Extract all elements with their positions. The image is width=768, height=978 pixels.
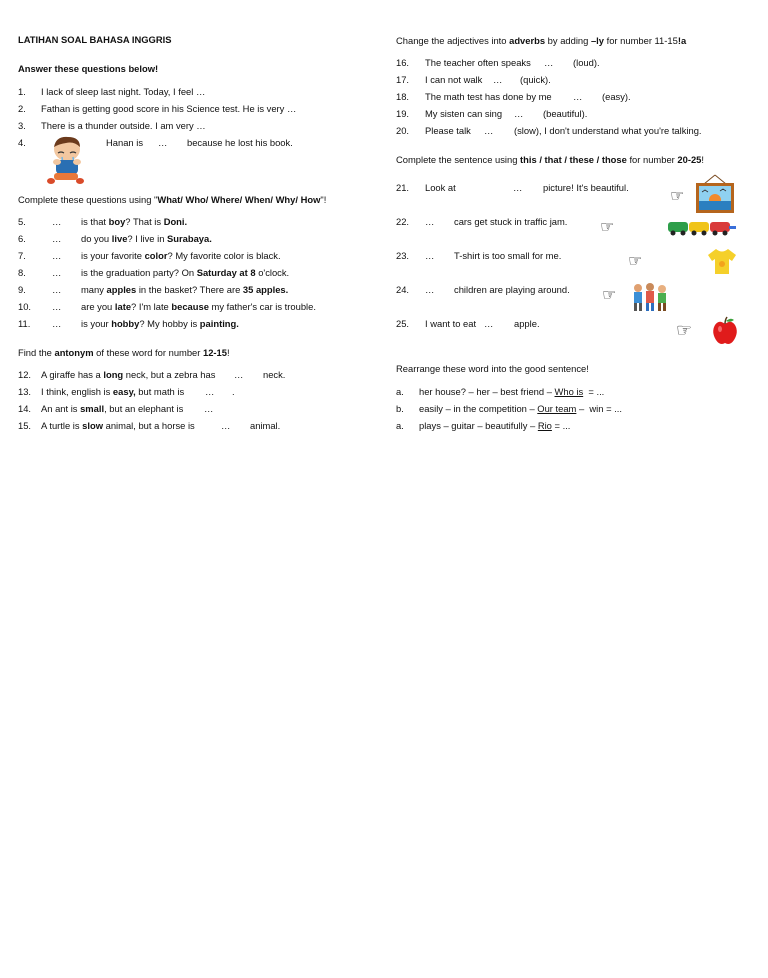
question-text: is the graduation party? On Saturday at 8 o'clock. [81, 267, 290, 278]
question-number: 12. [18, 369, 32, 380]
pointing-hand-icon: ☞ [600, 217, 615, 236]
apple-icon [711, 316, 739, 346]
answer-blank: … [484, 125, 494, 136]
question-number: 5. [18, 216, 26, 227]
question-text: Please talk [425, 125, 471, 136]
question-number: 1. [18, 86, 26, 97]
answer-blank: … [513, 182, 523, 193]
question-number: 21. [396, 182, 410, 193]
tshirt-icon [706, 247, 738, 275]
answer-blank: … [514, 108, 524, 119]
question-1 [18, 86, 206, 98]
heading-text-bold: What/ Who/ Where/ When/ Why/ How [157, 194, 321, 205]
answer-blank: … [52, 250, 62, 261]
hint-text: (quick). [520, 74, 551, 85]
question-14 [18, 403, 214, 415]
question-number: 16. [396, 57, 410, 68]
answer-blank: … [205, 386, 215, 397]
cars-icon [667, 219, 737, 237]
question-number: 4. [18, 137, 26, 148]
answer-blank: … [52, 233, 62, 244]
question-8 [18, 267, 290, 279]
question-5 [18, 216, 188, 228]
section-1-heading: Answer these questions below! [18, 63, 159, 74]
question-7 [18, 250, 281, 262]
pointing-hand-icon: ☞ [628, 251, 643, 270]
answer-blank: … [221, 420, 231, 431]
question-text: neck. [263, 369, 286, 380]
answer-blank: … [52, 284, 62, 295]
question-12 [18, 369, 286, 381]
answer-blank: … [52, 267, 62, 278]
question-23 [396, 250, 562, 262]
rearrange-item-b [396, 403, 622, 415]
question-number: 23. [396, 250, 410, 261]
item-letter: b. [396, 403, 404, 414]
question-number: 6. [18, 233, 26, 244]
item-text: her house? – her – best friend – Who is = ... [419, 386, 605, 397]
answer-blank: … [204, 403, 214, 414]
question-text: because he lost his book. [187, 137, 293, 148]
question-13 [18, 386, 235, 398]
question-number: 13. [18, 386, 32, 397]
question-number: 15. [18, 420, 32, 431]
question-19 [396, 108, 588, 120]
question-text: cars get stuck in traffic jam. [454, 216, 568, 227]
question-number: 18. [396, 91, 410, 102]
answer-blank: … [573, 91, 583, 102]
question-17 [396, 74, 551, 86]
question-3 [18, 120, 206, 132]
question-24 [396, 284, 570, 296]
question-text: My sisten can sing [425, 108, 503, 119]
hint-text: (slow), I don't understand what you're talking. [514, 125, 702, 136]
question-text: animal. [250, 420, 281, 431]
answer-blank: … [484, 318, 494, 329]
rearrange-item-c [396, 420, 571, 432]
question-18 [396, 91, 631, 103]
question-text: A turtle is slow animal, but a horse is [41, 420, 195, 431]
answer-blank: … [158, 137, 168, 148]
question-number: 8. [18, 267, 26, 278]
hint-text: (easy). [602, 91, 631, 102]
question-21 [396, 182, 629, 194]
section-2-heading [18, 194, 326, 206]
item-text: easily – in the competition – Our team – win = ... [419, 403, 622, 414]
question-16 [396, 57, 600, 69]
question-text: is your hobby? My hobby is painting. [81, 318, 239, 329]
rearrange-item-a [396, 386, 605, 398]
question-text: I think, english is easy, but math is [41, 386, 185, 397]
item-text: plays – guitar – beautifully – Rio = ... [419, 420, 571, 431]
question-text: I want to eat [425, 318, 477, 329]
question-text: An ant is small, but an elephant is [41, 403, 184, 414]
question-text: The math test has done by me [425, 91, 552, 102]
crying-boy-icon [44, 135, 90, 187]
pointing-hand-icon: ☞ [670, 186, 685, 205]
question-number: 14. [18, 403, 32, 414]
section-4-heading: Change the adjectives into adverbs by adding –ly for number 11-15!a [396, 35, 687, 46]
question-9 [18, 284, 289, 296]
question-number: 2. [18, 103, 26, 114]
hint-text: (loud). [573, 57, 600, 68]
answer-blank: … [425, 216, 435, 227]
question-number: 17. [396, 74, 410, 85]
question-6 [18, 233, 212, 245]
pointing-hand-icon: ☞ [602, 285, 617, 304]
question-text: Fathan is getting good score in his Science test. He is very … [41, 103, 297, 114]
question-4 [18, 137, 293, 149]
children-icon [630, 282, 670, 312]
answer-blank: … [493, 74, 503, 85]
question-text: is your favorite color? My favorite color is black. [81, 250, 281, 261]
question-number: 19. [396, 108, 410, 119]
question-text: children are playing around. [454, 284, 570, 295]
question-text: are you late? I'm late because my father's car is trouble. [81, 301, 316, 312]
question-text: There is a thunder outside. I am very … [41, 120, 206, 131]
answer-blank: … [425, 284, 435, 295]
question-number: 25. [396, 318, 410, 329]
question-number: 22. [396, 216, 410, 227]
answer-blank: … [52, 301, 62, 312]
question-text: Hanan is [106, 137, 144, 148]
answer-blank: … [234, 369, 244, 380]
pointing-hand-icon: ☞ [676, 320, 693, 341]
question-text: . [232, 386, 235, 397]
question-20 [396, 125, 702, 137]
section-5-heading: Complete the sentence using this / that / these / those for number 20-25! [396, 154, 704, 165]
question-text: Look at [425, 182, 456, 193]
item-letter: a. [396, 420, 404, 431]
question-text: I can not walk [425, 74, 483, 85]
item-letter: a. [396, 386, 404, 397]
hint-text: (beautiful). [543, 108, 588, 119]
question-number: 7. [18, 250, 26, 261]
question-2 [18, 103, 297, 115]
question-text: picture! It's beautiful. [543, 182, 629, 193]
question-number: 24. [396, 284, 410, 295]
question-text: do you live? I live in Surabaya. [81, 233, 212, 244]
question-11 [18, 318, 239, 330]
question-10 [18, 301, 316, 313]
painting-icon [694, 174, 736, 214]
question-number: 9. [18, 284, 26, 295]
heading-text: "! [320, 194, 327, 205]
answer-blank: … [544, 57, 554, 68]
question-number: 3. [18, 120, 26, 131]
question-25 [396, 318, 540, 330]
question-text: is that boy? That is Doni. [81, 216, 188, 227]
question-text: many apples in the basket? There are 35 apples. [81, 284, 289, 295]
question-number: 10. [18, 301, 32, 312]
question-number: 20. [396, 125, 410, 136]
section-3-heading: Find the antonym of these word for number 12-15! [18, 347, 230, 358]
section-6-heading: Rearrange these word into the good sentence! [396, 363, 589, 374]
question-text: I lack of sleep last night. Today, I feel … [41, 86, 206, 97]
question-text: apple. [514, 318, 540, 329]
answer-blank: … [425, 250, 435, 261]
question-text: The teacher often speaks [425, 57, 531, 68]
question-text: T-shirt is too small for me. [454, 250, 562, 261]
question-22 [396, 216, 568, 228]
question-15 [18, 420, 281, 432]
answer-blank: … [52, 318, 62, 329]
page-title: LATIHAN SOAL BAHASA INGGRIS [18, 34, 172, 45]
answer-blank: … [52, 216, 62, 227]
heading-text: Complete these questions using " [18, 194, 158, 205]
question-text: A giraffe has a long neck, but a zebra has [41, 369, 216, 380]
question-number: 11. [18, 318, 31, 329]
